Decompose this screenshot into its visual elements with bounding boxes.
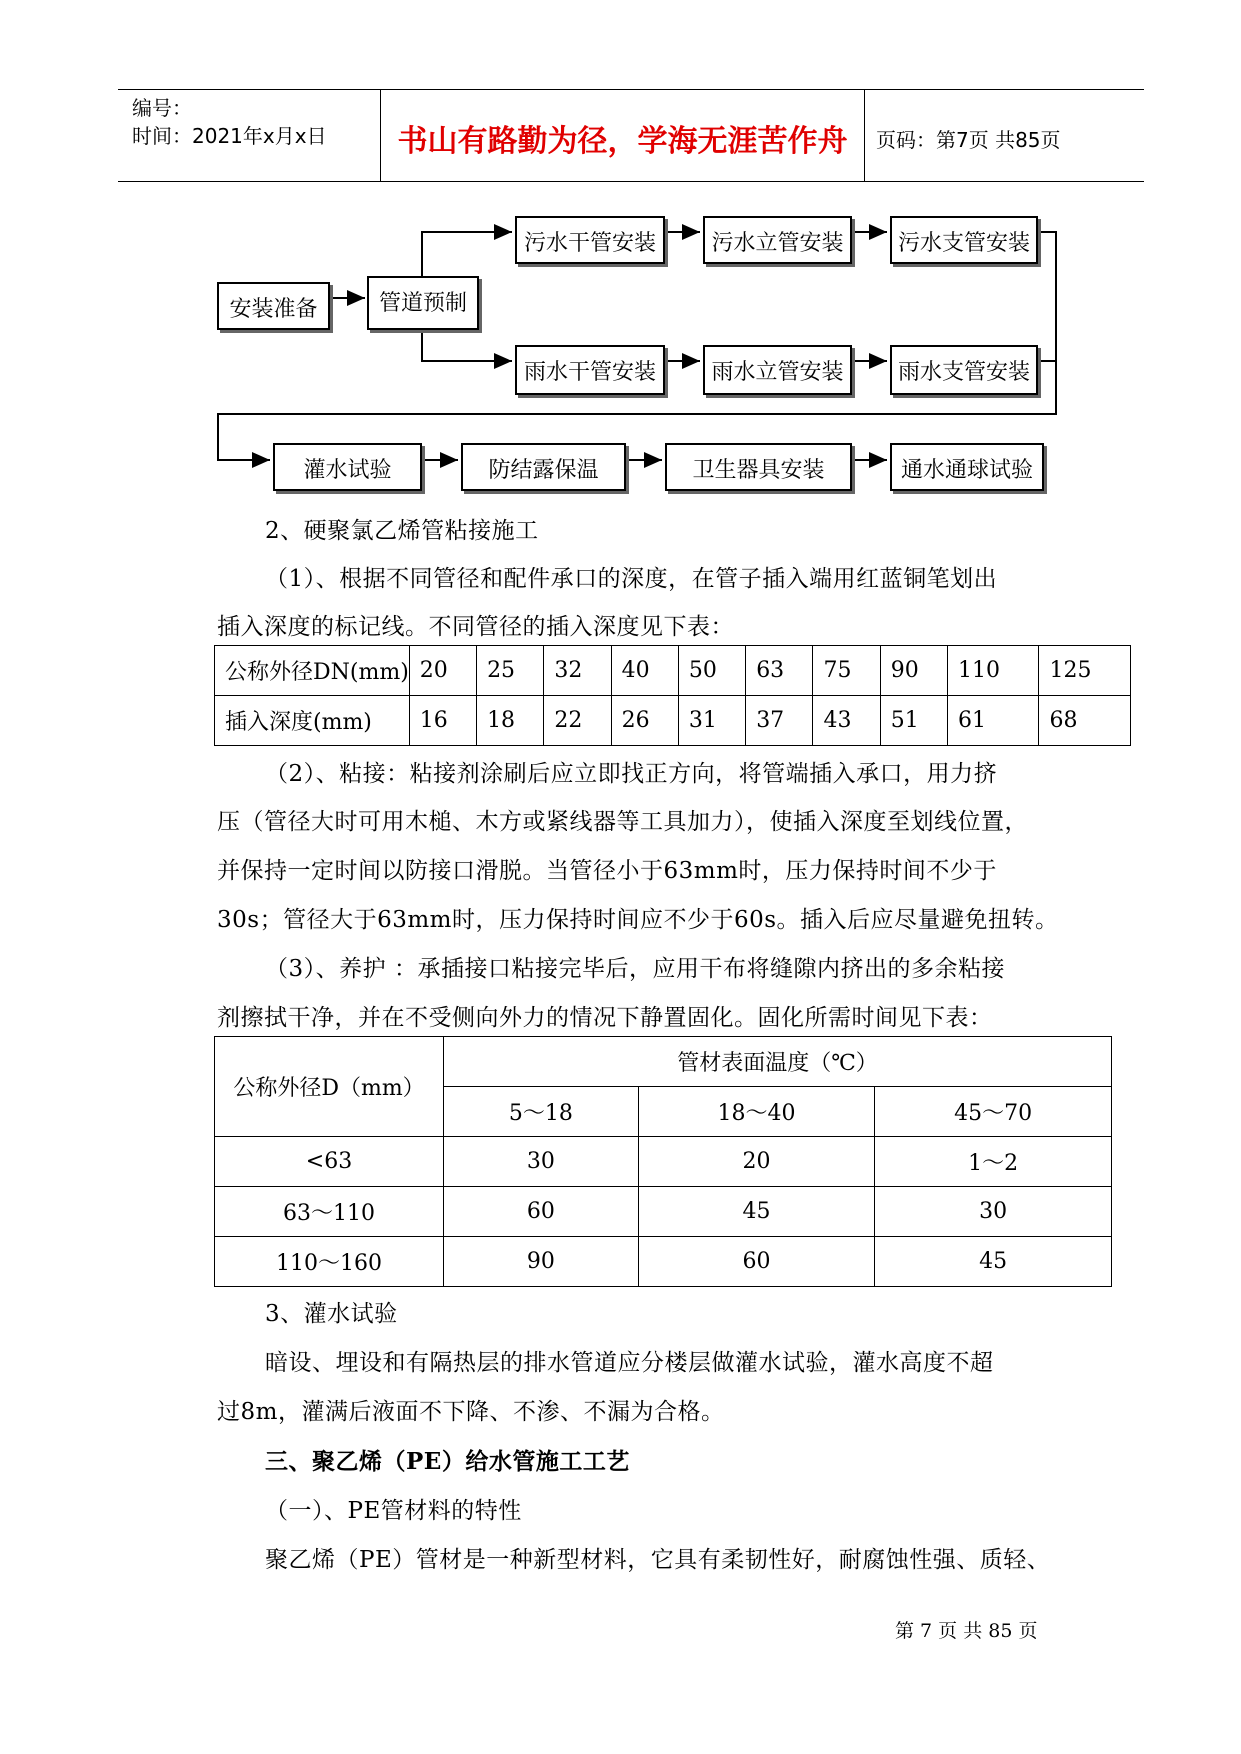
section-3-title: 3、灌水试验 [265,1301,398,1327]
table2-cell: 60 [444,1187,639,1237]
table1-row1-label: 公称外径DN(mm) [215,646,410,696]
flow-box-prepare: 安装准备 [217,282,330,330]
table-row [215,1237,1112,1287]
footer-page-number: 第 7 页 共 85 页 [895,1620,1038,1642]
para-1-line-1: （1）、根据不同管径和配件承口的深度，在管子插入端用红蓝铜笔划出 [265,566,998,592]
table1-cell: 75 [813,646,880,696]
flow-box-rain-riser: 雨水立管安装 [703,345,852,395]
table-row [215,1137,1112,1187]
table2-temperature-head: 管材表面温度（℃） [444,1037,1112,1087]
table1-cell: 90 [880,646,947,696]
table2-subhead: 45～70 [875,1087,1112,1137]
curing-time-table [214,1036,1112,1287]
section-2-title: 2、硬聚氯乙烯管粘接施工 [265,518,539,544]
flow-box-rain-main: 雨水干管安装 [515,345,665,395]
para-4-line-2: 过8m，灌满后液面不下降、不渗、不漏为合格。 [217,1399,725,1425]
header-number-label: 编号： [132,96,192,120]
table1-cell: 110 [948,646,1039,696]
table-row [215,1187,1112,1237]
table1-cell: 51 [880,696,947,746]
flow-box-sewage-main: 污水干管安装 [515,216,665,264]
flow-box-sewage-riser: 污水立管安装 [703,216,852,264]
table1-cell: 26 [611,696,678,746]
table1-cell: 43 [813,696,880,746]
table1-cell: 32 [544,646,611,696]
table1-cell: 125 [1039,646,1131,696]
table2-subhead: 5～18 [444,1087,639,1137]
para-2-line-1: （2）、粘接：粘接剂涂刷后应立即找正方向，将管端插入承口，用力挤 [265,761,998,787]
header-time-label: 时间：2021年x月x日 [132,124,327,148]
flow-box-ball-test: 通水通球试验 [890,443,1044,491]
table1-cell: 22 [544,696,611,746]
flow-box-insulation: 防结露保温 [461,443,626,491]
header-page-label: 页码：第7页 共85页 [876,128,1061,152]
table1-cell: 18 [477,696,544,746]
table2-diameter-head: 公称外径D（mm） [215,1037,444,1137]
table1-cell: 50 [678,646,745,696]
table2-cell: 1～2 [875,1137,1112,1187]
table2-subhead: 18～40 [638,1087,875,1137]
table2-cell: 45 [638,1187,875,1237]
insertion-depth-table [214,645,1131,746]
table-row [215,646,1131,696]
table1-cell: 31 [678,696,745,746]
para-2-line-2: 压（管径大时可用木槌、木方或紧线器等工具加力），使插入深度至划线位置， [217,809,1028,835]
para-5-line-1: 聚乙烯（PE）管材是一种新型材料，它具有柔韧性好，耐腐蚀性强、质轻、 [265,1547,1051,1573]
header-motto: 书山有路勤为径，学海无涯苦作舟 [397,124,848,159]
sub-heading: （一）、PE管材料的特性 [265,1498,522,1524]
table2-cell: 30 [444,1137,639,1187]
table1-cell: 40 [611,646,678,696]
para-3-line-2: 剂擦拭干净，并在不受侧向外力的情况下静置固化。固化所需时间见下表： [217,1005,993,1031]
flow-box-fill-test: 灌水试验 [273,443,422,491]
table-row [215,1037,1112,1087]
section-heading: 三、聚乙烯（PE）给水管施工工艺 [265,1448,630,1475]
table2-cell: 45 [875,1237,1112,1287]
table1-cell: 63 [746,646,813,696]
table1-cell: 68 [1039,696,1131,746]
table2-cell: 30 [875,1187,1112,1237]
para-2-line-3: 并保持一定时间以防接口滑脱。当管径小于63mm时，压力保持时间不少于 [217,858,997,884]
table2-cell: 90 [444,1237,639,1287]
table2-diameter: <63 [215,1137,444,1187]
table1-row2-label: 插入深度(mm) [215,696,410,746]
flow-box-rain-branch: 雨水支管安装 [890,345,1038,395]
table2-cell: 20 [638,1137,875,1187]
table1-cell: 61 [948,696,1039,746]
table2-diameter: 63～110 [215,1187,444,1237]
table1-cell: 20 [409,646,476,696]
flow-box-prefab: 管道预制 [367,276,479,330]
table2-diameter: 110～160 [215,1237,444,1287]
para-2-line-4: 30s；管径大于63mm时，压力保持时间应不少于60s。插入后应尽量避免扭转。 [217,907,1059,933]
para-1-line-2: 插入深度的标记线。不同管径的插入深度见下表： [217,614,734,640]
table1-cell: 16 [409,696,476,746]
flow-box-sewage-branch: 污水支管安装 [890,216,1038,264]
para-3-line-1: （3）、养护 ：承插接口粘接完毕后，应用干布将缝隙内挤出的多余粘接 [265,956,1005,982]
table-row [215,696,1131,746]
table1-cell: 37 [746,696,813,746]
para-4-line-1: 暗设、埋设和有隔热层的排水管道应分楼层做灌水试验，灌水高度不超 [265,1350,994,1376]
flow-box-fixtures: 卫生器具安装 [665,443,852,491]
table2-cell: 60 [638,1237,875,1287]
table1-cell: 25 [477,646,544,696]
